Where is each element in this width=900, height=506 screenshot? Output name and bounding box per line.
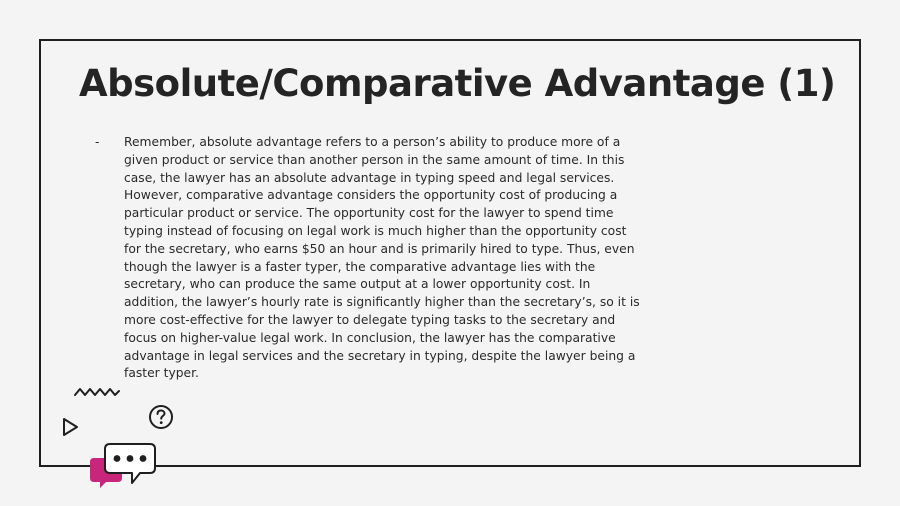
bullet-text: Remember, absolute advantage refers to a person’s ability to produce more of a given product or service than another person in the same amount of time. In this case, the lawyer has an absolute advantage in typing speed and legal services. However, comparative advantage considers the opportunity cost of producing a particular product or service. The opportunity cost for the lawyer to spend time typing instead of focusing on legal work is much higher than the opportunity cost for the secretary, who earns $50 an hour and is primarily hired to type. Thus, even though the lawyer is a faster typer, the comparative advantage lies with the secretary, who can produce the same output at a lower opportunity cost. In addition, the lawyer’s hourly rate is significantly higher than the secretary’s, so it is more cost-effective for the lawyer to delegate typing tasks to the secretary and focus on higher-value legal work. In conclusion, the lawyer has the comparative advantage in legal services and the secretary in typing, despite the lawyer being a faster typer. [124,135,640,381]
bullet-list [95,134,640,383]
bullet-marker: - [95,135,100,149]
bullet-item [95,134,640,383]
zigzag-icon [74,386,120,398]
play-triangle-icon [61,416,81,438]
slide-title: Absolute/Comparative Advantage (1) [79,62,836,105]
question-circle-icon [147,403,175,431]
chat-bubbles-icon [84,440,160,492]
